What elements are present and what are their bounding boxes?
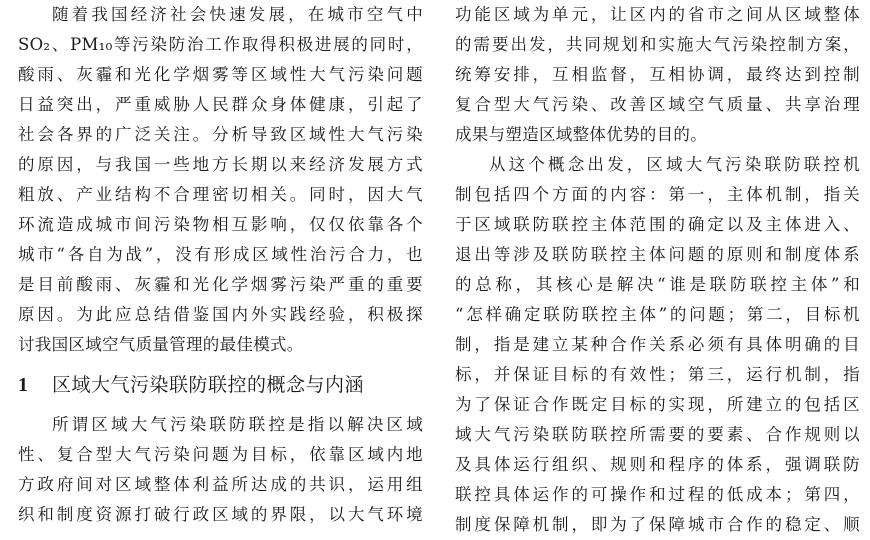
left-column xyxy=(18,0,423,530)
text-line: 粗放、产业结构不合理密切相关。同时，因大气 xyxy=(18,185,423,204)
text-line: 统筹安排，互相监督，互相协调，最终达到控制 xyxy=(455,65,860,84)
text-line: 为了保证合作既定目标的实现，所建立的包括区 xyxy=(455,395,860,414)
text-line: 讨我国区域空气质量管理的最佳模式。 xyxy=(18,335,304,354)
text-line: 退出等涉及联防联控主体问题的原则和制度体系 xyxy=(455,245,860,264)
text-line: 原因。为此应总结借鉴国内外实践经验，积极探 xyxy=(18,305,423,324)
text-line: 的总称，其核心是解决“谁是联防联控主体”和 xyxy=(455,275,860,294)
text-line: 所谓区域大气污染联防联控是指以解决区域 xyxy=(52,415,423,434)
text-line: 于区域联防联控主体范围的确定以及主体进入、 xyxy=(455,215,860,234)
text-line: 酸雨、灰霾和光化学烟雾等区域性大气污染问题 xyxy=(18,65,423,84)
text-line: 方政府间对区域整体利益所达成的共识，运用组 xyxy=(18,475,423,494)
mechanism-paragraph xyxy=(455,150,860,540)
text-line: 及具体运行组织、规则和程序的体系，强调联防 xyxy=(455,455,860,474)
definition-continued-paragraph xyxy=(455,0,860,150)
text-line: 性、复合型大气污染问题为目标，依靠区域内地 xyxy=(18,445,423,464)
text-line: 从这个概念出发，区域大气污染联防联控机 xyxy=(489,155,860,174)
text-line: 标，并保证目标的有效性；第三，运行机制，指 xyxy=(455,365,860,384)
text-line: 制度保障机制，即为了保障城市合作的稳定、顺 xyxy=(455,515,860,534)
text-line: 联控具体运作的可操作和过程的低成本；第四， xyxy=(455,485,860,504)
right-column xyxy=(455,0,860,540)
intro-paragraph xyxy=(18,0,423,360)
text-line: 域大气污染联防联控所需要的要素、合作规则以 xyxy=(455,425,860,444)
text-line: 复合型大气污染、改善区域空气质量、共享治理 xyxy=(455,95,860,114)
section-heading xyxy=(18,360,423,410)
text-line: “怎样确定联防联控主体”的问题；第二，目标机 xyxy=(455,305,860,324)
text-line: 环流造成城市间污染物相互影响，仅仅依靠各个 xyxy=(18,215,423,234)
text-line: 社会各界的广泛关注。分析导致区域性大气污染 xyxy=(18,125,423,144)
section-title: 区域大气污染联防联控的概念与内涵 xyxy=(52,374,365,396)
text-line: SO₂、PM₁₀等污染防治工作取得积极进展的同时， xyxy=(18,35,423,54)
text-line: 制，指是建立某种合作关系必须有具体明确的目 xyxy=(455,335,860,354)
definition-paragraph xyxy=(18,410,423,530)
text-line: 的需要出发，共同规划和实施大气污染控制方案， xyxy=(455,35,860,54)
text-line: 日益突出，严重威胁人民群众身体健康，引起了 xyxy=(18,95,423,114)
text-line: 功能区域为单元，让区内的省市之间从区域整体 xyxy=(455,5,860,24)
text-line: 制包括四个方面的内容：第一，主体机制，指关 xyxy=(455,185,860,204)
text-line: 成果与塑造区域整体优势的目的。 xyxy=(455,125,707,144)
section-number: 1 xyxy=(18,374,29,396)
text-line: 是目前酸雨、灰霾和光化学烟雾污染严重的重要 xyxy=(18,275,423,294)
text-line: 织和制度资源打破行政区域的界限，以大气环境 xyxy=(18,505,423,524)
text-line: 的原因，与我国一些地方长期以来经济发展方式 xyxy=(18,155,423,174)
text-line: 随着我国经济社会快速发展，在城市空气中 xyxy=(52,5,423,24)
text-line: 城市“各自为战”，没有形成区域性治污合力，也 xyxy=(18,245,423,264)
